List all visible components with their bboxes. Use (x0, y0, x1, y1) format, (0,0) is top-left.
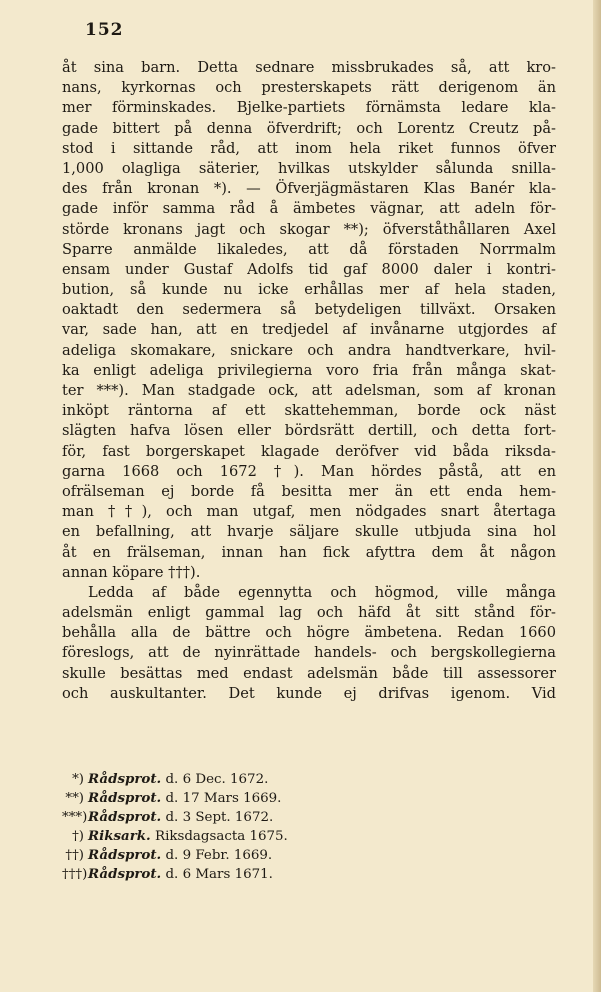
footnote-ref: d. 9 Febr. 1669. (165, 848, 273, 863)
text-line: oaktadt den sedermera så betydeligen tillväxt. Orsaken (62, 301, 556, 319)
footnote (62, 846, 362, 865)
text-line: man ††), och man utgaf, men nödgades snart återtaga (62, 503, 556, 521)
text-line: mer förminskades. Bjelke-partiets förnämsta ledare kla- (62, 99, 556, 117)
text-line: bution, så kunde nu icke erhållas mer af hela staden, (62, 281, 556, 299)
footnote-ref: Riksdagsacta 1675. (154, 829, 288, 844)
footnote-source: Rådsprot. (88, 866, 162, 882)
text-line: Sparre anmälde likaledes, att då förstaden Norrmalm (62, 240, 556, 258)
text-line: störde kronans jagt och skogar **); öfverståthållaren Axel (62, 220, 556, 238)
footnote-source: Rådsprot. (88, 847, 162, 863)
footnote-ref: d. 6 Mars 1671. (165, 867, 273, 882)
text-line: gade inför samma råd å ämbetes vägnar, att adeln för- (62, 200, 556, 218)
text-line: garna 1668 och 1672 †). Man hördes påstå, att en (62, 462, 556, 480)
text-line: ofrälseman ej borde få besitta mer än ett enda hem- (62, 482, 556, 500)
footnote-mark: †††) (62, 867, 88, 882)
text-line: åt sina barn. Detta sednare missbrukades så, att kro- (62, 59, 556, 76)
text-line: slägten hafva lösen eller bördsrätt dertill, och detta fort- (62, 422, 556, 440)
text-line: och auskultanter. Det kunde ej drifvas igenom. Vid (62, 684, 556, 702)
footnote-mark: ††) (65, 848, 84, 863)
text-line: för, fast borgerskapet klagade deröfver vid båda riksda- (62, 442, 556, 460)
text-line: skulle besättas med endast adelsmän både till assessorer (62, 664, 556, 682)
text-line: nans, kyrkornas och presterskapets rätt derigenom än (62, 79, 556, 97)
page-edge (593, 0, 601, 992)
footnote-ref: d. 3 Sept. 1672. (165, 810, 274, 825)
text-line: Ledda af både egennytta och högmod, ville många (88, 583, 556, 601)
footnote-ref: d. 17 Mars 1669. (165, 791, 282, 806)
text-line: inköpt räntorna af ett skattehemman, borde ock näst (62, 402, 556, 420)
text-line: ter ***). Man stadgade ock, att adelsman, som af kronan (62, 382, 556, 399)
footnote-mark: *) (72, 772, 84, 787)
footnote-source: Rådsprot. (88, 809, 162, 825)
text-line: adeliga skomakare, snickare och andra handtverkare, hvil- (62, 341, 556, 359)
footnote-mark: ***) (62, 810, 88, 825)
footnote-ref: d. 6 Dec. 1672. (165, 772, 269, 787)
text-line: adelsmän enligt gammal lag och häfd åt sitt stånd för- (62, 604, 556, 622)
footnote-source: Rådsprot. (88, 790, 162, 806)
text-line: ka enligt adeliga privilegierna voro fria från många skat- (62, 361, 556, 379)
footnote (62, 770, 362, 789)
text-line: 1,000 olagliga säterier, hvilkas utskylder sålunda snilla- (62, 159, 556, 177)
footnote (62, 808, 362, 827)
text-line: des från kronan *). — Öfverjägmästaren Klas Banér kla- (62, 180, 556, 198)
text-line: stod i sittande råd, att inom hela riket funnos öfver (62, 139, 556, 157)
footnote-mark: †) (72, 829, 84, 844)
text-line: åt en frälseman, innan han fick afyttra dem åt någon (62, 543, 556, 561)
text-line: en befallning, att hvarje säljare skulle utbjuda sina hol (62, 523, 556, 541)
text-line: behålla alla de bättre och högre ämbetena. Redan 1660 (62, 624, 556, 642)
footnote (62, 789, 362, 808)
text-line: annan köpare †††). (62, 563, 201, 581)
page-number: 152 (85, 20, 124, 40)
footnote-source: Riksark. (88, 828, 151, 844)
footnote (62, 865, 362, 884)
body-text (62, 58, 556, 704)
text-line: var, sade han, att en tredjedel af invånarne utgjordes af (62, 321, 556, 339)
text-line: föreslogs, att de nyinrättade handels- och bergskollegierna (62, 644, 556, 662)
text-line: gade bittert på denna öfverdrift; och Lorentz Creutz på- (62, 119, 556, 137)
footnotes (62, 770, 362, 884)
footnote-source: Rådsprot. (88, 771, 162, 787)
footnote-mark: **) (65, 791, 84, 806)
footnote (62, 827, 362, 846)
text-line: ensam under Gustaf Adolfs tid gaf 8000 daler i kontri- (62, 260, 556, 278)
